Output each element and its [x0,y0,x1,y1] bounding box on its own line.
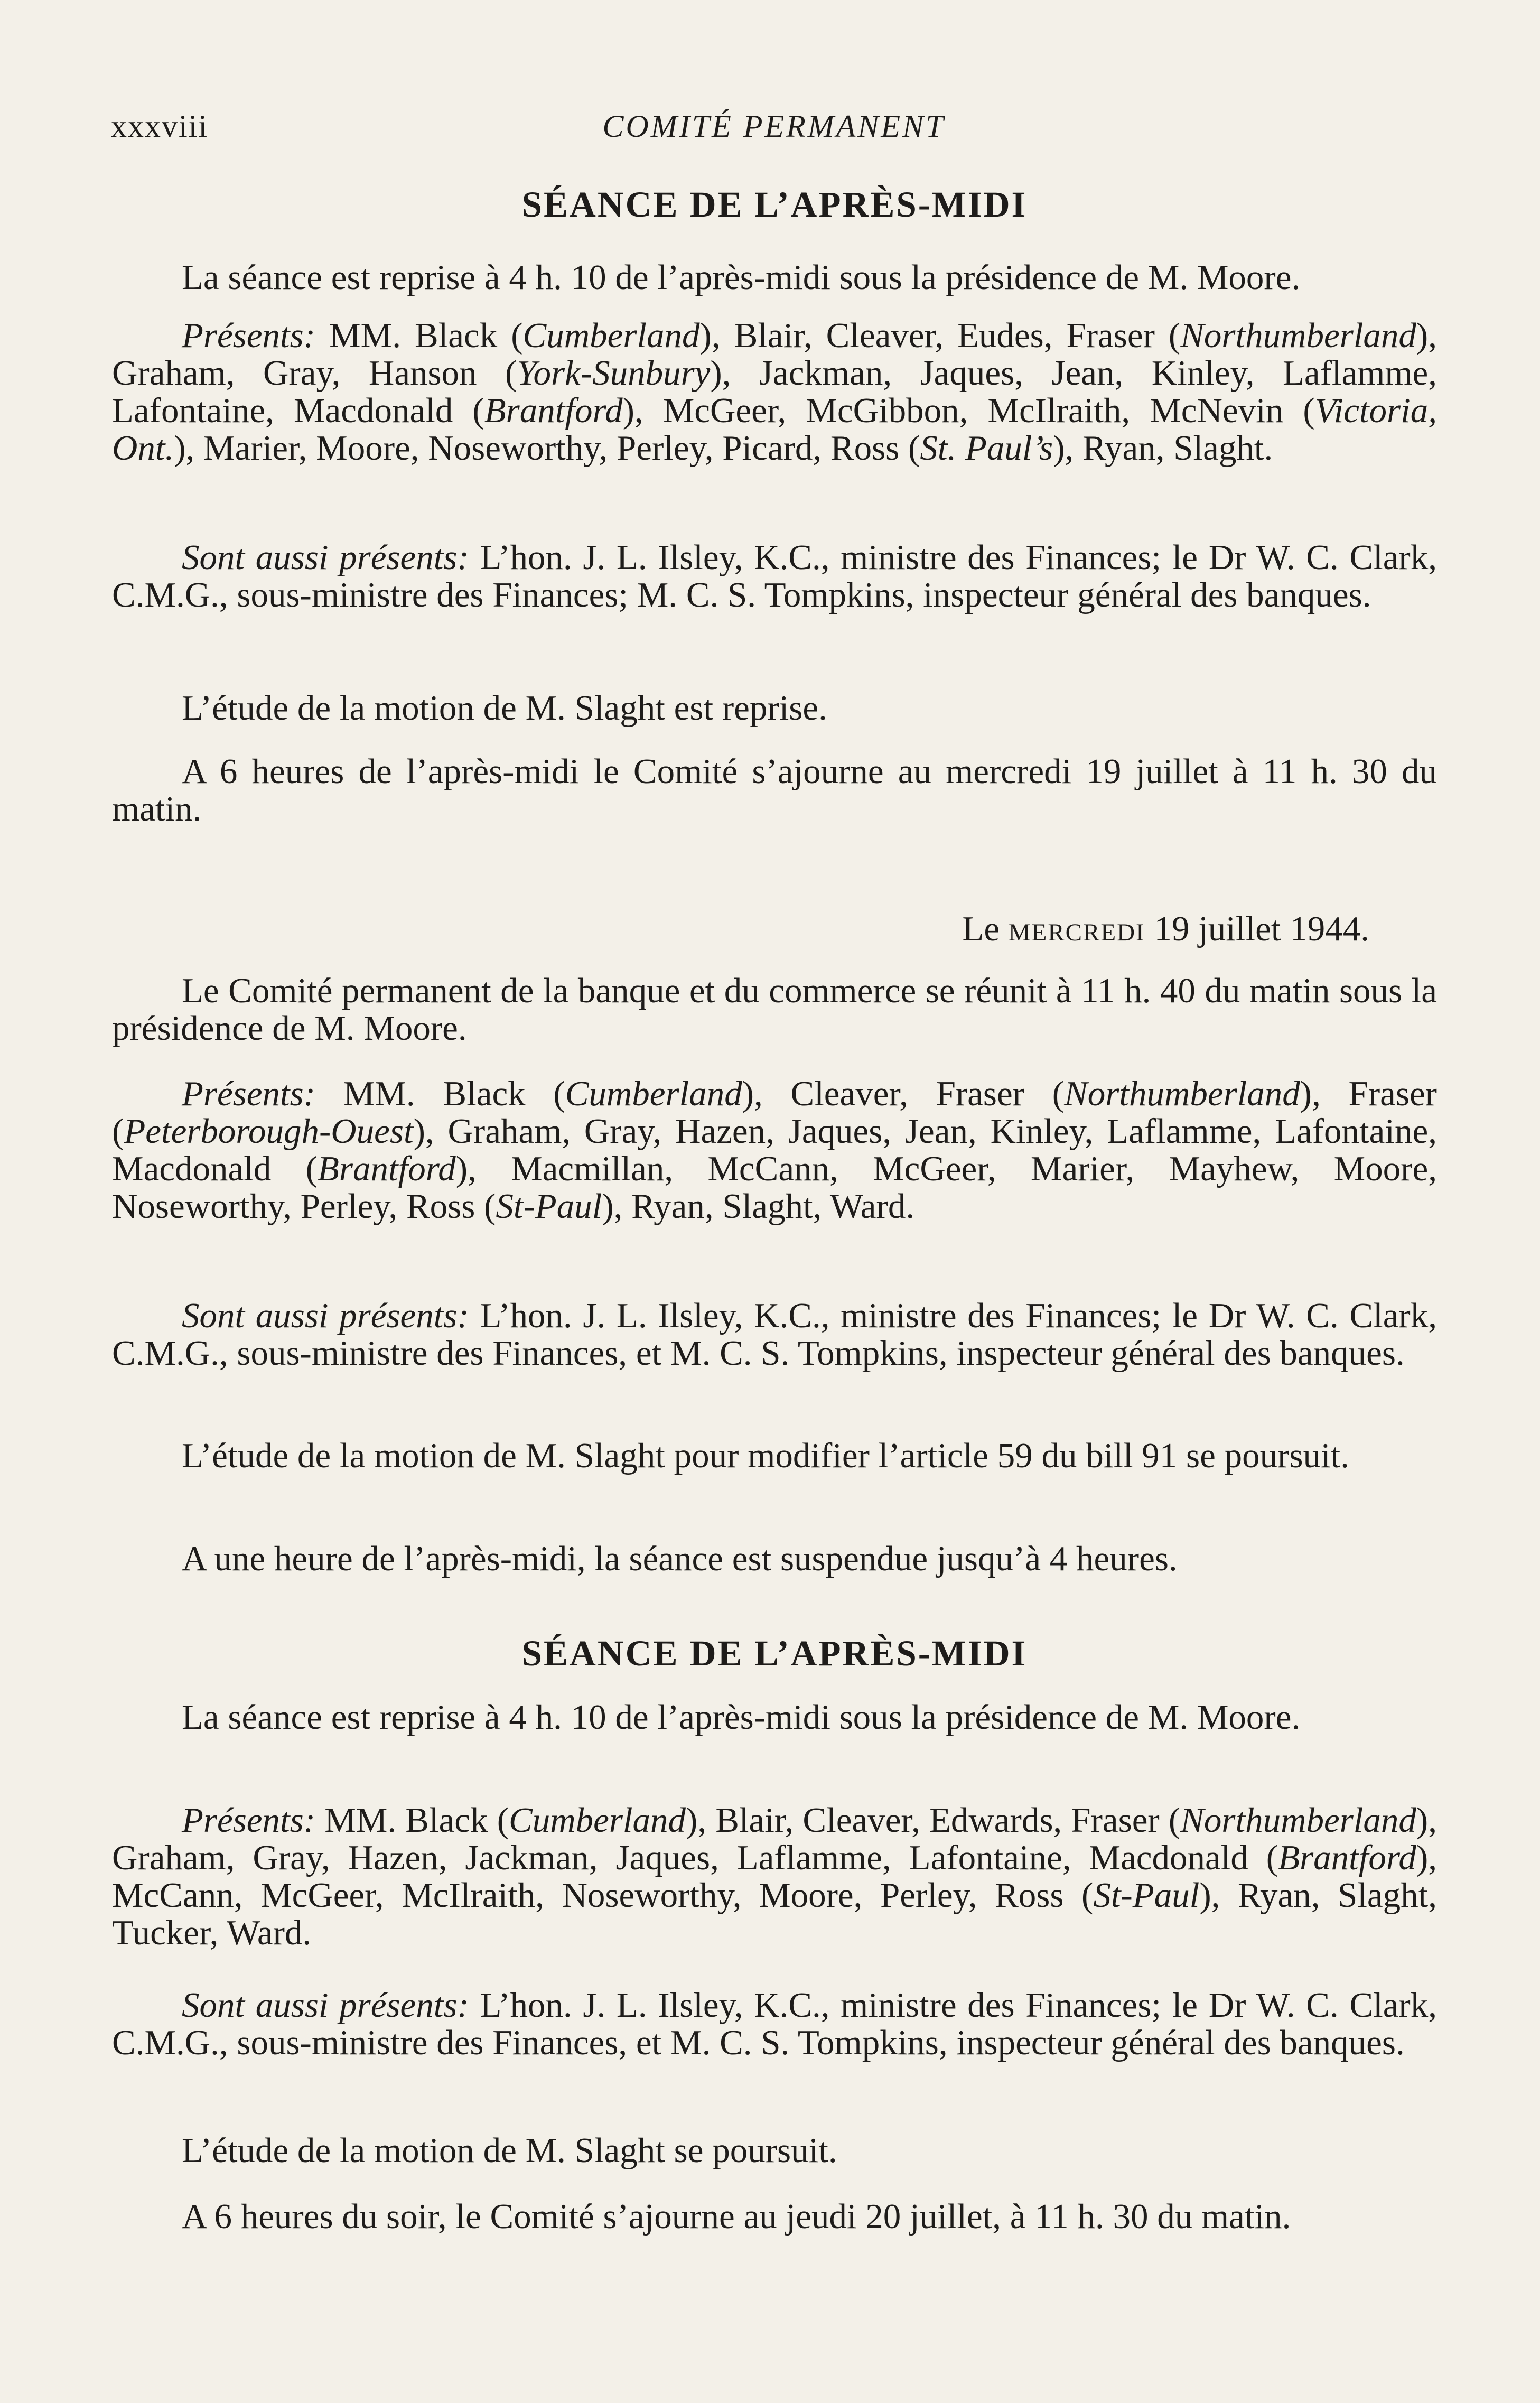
presents-label: Présents: [182,316,316,355]
riding-name: St-Paul [496,1187,602,1226]
s1-opening-paragraph: La séance est reprise à 4 h. 10 de l’après-midi sous la présidence de M. Moore. [182,258,1301,297]
text-run: MM. Black ( [315,1074,565,1113]
weekday: mercredi [1008,909,1145,948]
s3-presents-paragraph [112,1802,1437,1952]
riding-name: York-Sunbury [517,353,711,393]
text-run: ), Ryan, Slaght, Tucker, Ward. [112,1876,1437,1952]
aussi-presents-label: Sont aussi présents: [182,1986,469,2025]
text-run: ), Ryan, Slaght, Ward. [602,1187,915,1226]
text-run: MM. Black ( [315,316,523,355]
s3-aussi-presents-paragraph [112,1987,1437,2062]
riding-name: St. Paul’s [920,429,1053,468]
s3-ajourne-paragraph: A 6 heures du soir, le Comité s’ajourne au jeudi 20 juillet, à 11 h. 30 du matin. [182,2197,1291,2236]
aussi-presents-label: Sont aussi présents: [182,1296,469,1335]
riding-name: Peterborough-Ouest [124,1112,414,1151]
text-run: ), Graham, Gray, Hanson ( [112,316,1437,393]
s2-opening-paragraph: Le Comité permanent de la banque et du commerce se réunit à 11 h. 40 du matin sous la présidence de M. Moore. [112,971,1437,1048]
running-title: COMITÉ PERMANENT [602,109,946,144]
text-run: ), Blair, Cleaver, Eudes, Fraser ( [699,316,1181,355]
section-heading-1: SÉANCE DE L’APRÈS-MIDI [521,184,1028,225]
aussi-presents-label: Sont aussi présents: [182,538,469,577]
riding-name: Brantford [484,391,623,430]
s2-aussi-presents-paragraph [112,1297,1437,1372]
riding-name: Northumberland [1180,1801,1416,1840]
s1-etude-paragraph: L’étude de la motion de M. Slaght est reprise. [182,688,827,728]
riding-name: Brantford [317,1149,456,1188]
riding-name: Brantford [1278,1838,1416,1877]
text-run: ), Ryan, Slaght. [1053,429,1273,468]
s3-opening-paragraph: La séance est reprise à 4 h. 10 de l’après-midi sous la présidence de M. Moore. [182,1698,1301,1737]
text-run: ), Graham, Gray, Hazen, Jaques, Jean, Kinley, Laflamme, Lafontaine, Macdonald ( [112,1112,1437,1188]
text-run: MM. Black ( [315,1801,509,1840]
text-run: Le [962,909,1009,948]
date-line [112,909,1369,949]
text-run: ), Jackman, Jaques, Jean, Kinley, Laflamme, Lafontaine, Macdonald ( [112,353,1437,430]
text-run: ), Marier, Moore, Noseworthy, Perley, Picard, Ross ( [174,429,920,468]
riding-name: Northumberland [1064,1074,1300,1113]
s1-ajourne-paragraph: A 6 heures de l’après-midi le Comité s’ajourne au mercredi 19 juillet à 11 h. 30 du matin. [112,752,1437,828]
text-run: ), Graham, Gray, Hazen, Jackman, Jaques, Laflamme, Lafontaine, Macdonald ( [112,1801,1437,1877]
text-run: L’hon. J. L. Ilsley, K.C., ministre des Finances; le Dr W. C. Clark, C.M.G., sous-ministre des Finances, et M. C. S. Tompkins, inspecteur général des banques. [112,1986,1437,2062]
presents-label: Présents: [182,1074,316,1113]
s1-aussi-presents-paragraph [112,539,1437,614]
riding-name: Cumberland [565,1074,742,1113]
riding-name: Cumberland [522,316,700,355]
text-run: L’hon. J. L. Ilsley, K.C., ministre des Finances; le Dr W. C. Clark, C.M.G., sous-ministre des Finances; M. C. S. Tompkins, inspecteur général des banques. [112,538,1437,614]
text-run: ), Fraser ( [112,1074,1437,1151]
text-run: ), McGeer, McGibbon, McIlraith, McNevin ( [622,391,1315,430]
running-header [111,108,1437,151]
text-run: ), McCann, McGeer, McIlraith, Noseworthy, Moore, Perley, Ross ( [112,1838,1437,1915]
s2-suspendue-paragraph: A une heure de l’après-midi, la séance est suspendue jusqu’à 4 heures. [182,1539,1178,1578]
s2-etude-paragraph: L’étude de la motion de M. Slaght pour modifier l’article 59 du bill 91 se poursuit. [182,1436,1349,1475]
text-run: ), Cleaver, Fraser ( [742,1074,1065,1113]
presents-label: Présents: [182,1801,316,1840]
text-run: ), Blair, Cleaver, Edwards, Fraser ( [686,1801,1181,1840]
riding-name: Victoria, Ont. [112,391,1437,468]
riding-name: Cumberland [509,1801,686,1840]
s3-etude-paragraph: L’étude de la motion de M. Slaght se poursuit. [182,2131,837,2170]
s1-presents-paragraph [112,317,1437,467]
s2-presents-paragraph [112,1075,1437,1225]
riding-name: Northumberland [1180,316,1416,355]
page-number: xxxviii [111,109,209,144]
text-run: 19 juillet 1944. [1145,909,1369,948]
riding-name: St-Paul [1093,1876,1200,1915]
text-run: ), Macmillan, McCann, McGeer, Marier, Mayhew, Moore, Noseworthy, Perley, Ross ( [112,1149,1437,1226]
section-heading-2: SÉANCE DE L’APRÈS-MIDI [521,1633,1028,1673]
text-run: L’hon. J. L. Ilsley, K.C., ministre des Finances; le Dr W. C. Clark, C.M.G., sous-ministre des Finances, et M. C. S. Tompkins, inspecteur général des banques. [112,1296,1437,1373]
